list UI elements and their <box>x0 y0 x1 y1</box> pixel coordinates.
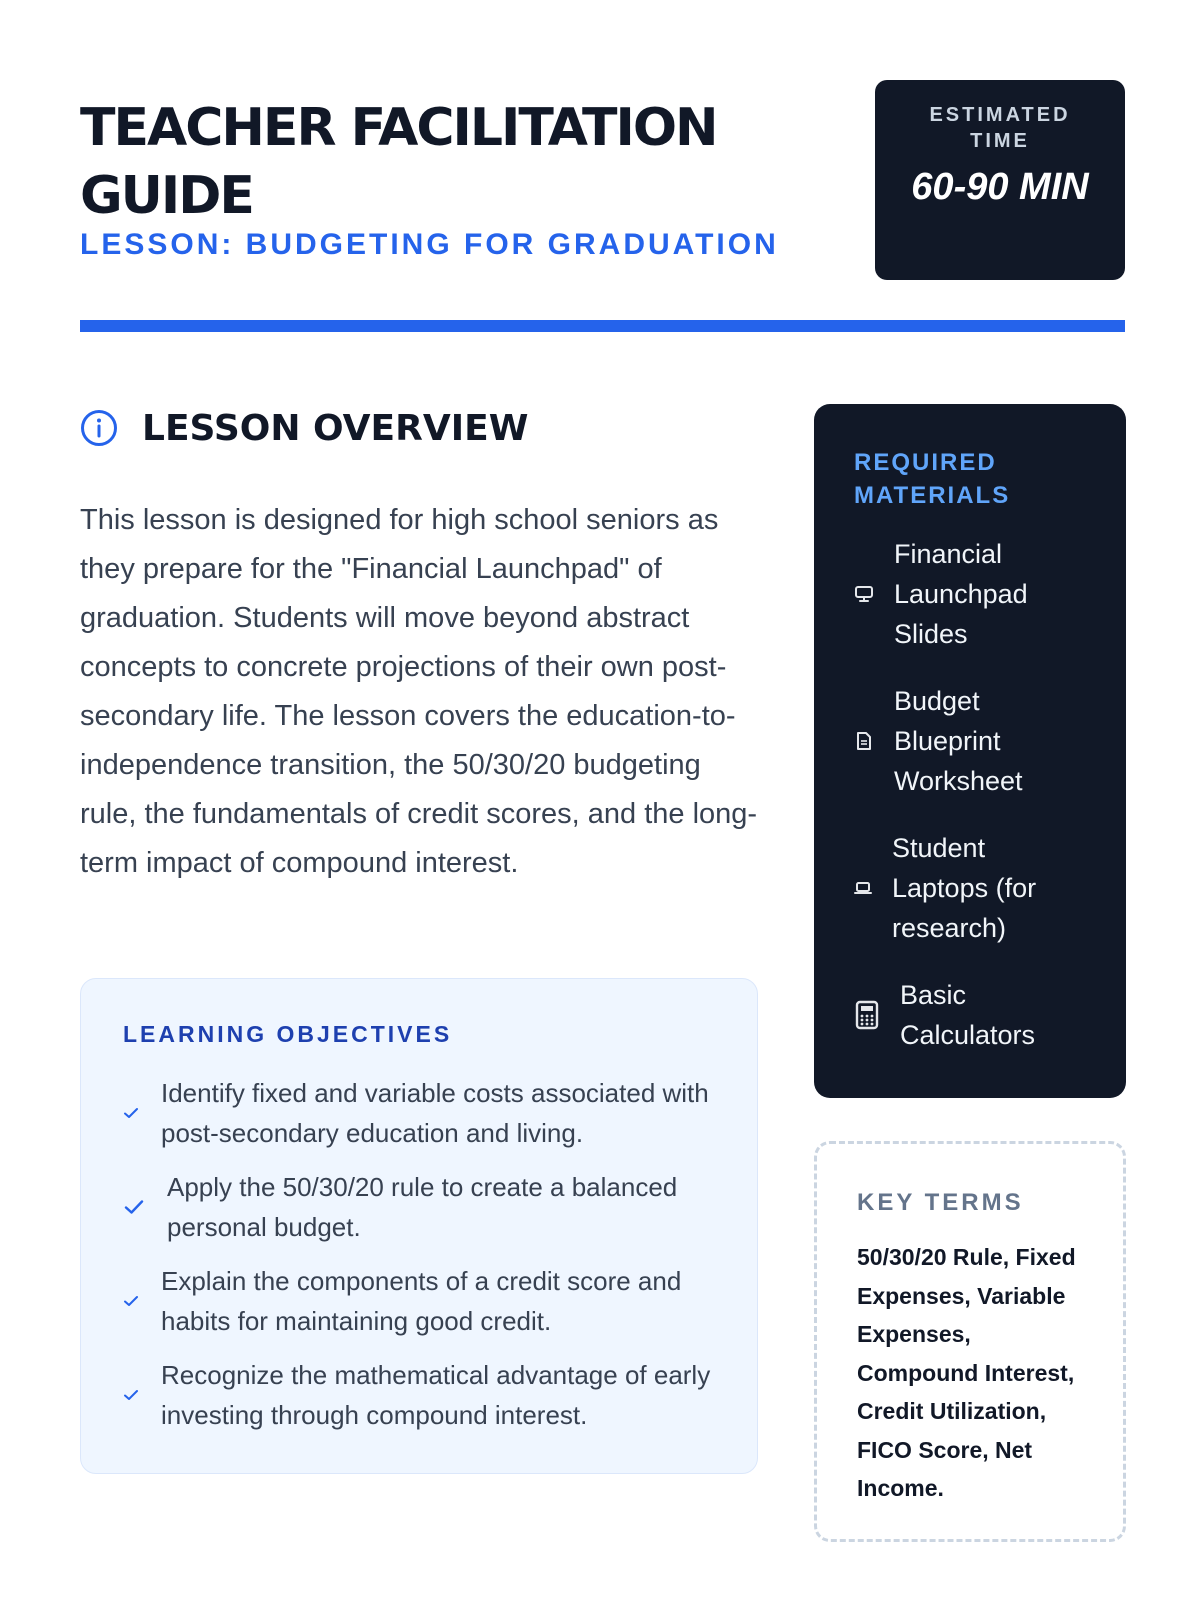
material-label: Basic Calculators <box>900 980 1036 1050</box>
key-terms-text: 50/30/20 Rule, Fixed Expenses, Variable Expenses, Compound Interest, Credit Utilization, FICO Score, Net Income. <box>857 1244 1076 1501</box>
overview-heading <box>80 404 528 452</box>
checkmark-icon <box>123 1294 139 1308</box>
calculator-icon <box>854 1000 880 1030</box>
objective-item <box>123 1073 723 1153</box>
materials-title: REQUIRED MATERIALS <box>854 449 1011 509</box>
estimated-time-label: ESTIMATED TIME <box>929 104 1071 152</box>
info-circle-icon <box>80 409 118 447</box>
material-item <box>854 975 1104 1055</box>
objectives-list <box>123 1073 723 1449</box>
overview-text: This lesson is designed for high school seniors as they prepare for the "Financial Launchpad" of graduation. Students will move beyond abstract concepts to concrete projections of their own post-secondary life. The lesson covers the education-to-independence transition, the 50/30/20 budgeting rule, the fundamentals of credit scores, and the long-term impact of compound interest. <box>80 504 758 879</box>
overview-title: LESSON OVERVIEW <box>142 407 529 449</box>
objective-text: Recognize the mathematical advantage of early investing through compound interest. <box>161 1360 711 1430</box>
material-label: Budget Blueprint Worksheet <box>894 686 1023 796</box>
monitor-icon <box>854 585 874 603</box>
key-terms-title: KEY TERMS <box>857 1189 1024 1216</box>
material-label: Financial Launchpad Slides <box>894 539 1028 649</box>
estimated-time-box <box>875 80 1125 280</box>
objective-item <box>123 1167 723 1247</box>
objective-text: Apply the 50/30/20 rule to create a balanced personal budget. <box>167 1172 678 1242</box>
key-terms-panel <box>814 1141 1126 1542</box>
page-title: TEACHER FACILITATION GUIDE <box>80 98 717 226</box>
material-label: Student Laptops (for research) <box>892 833 1037 943</box>
objective-text: Identify fixed and variable costs associated with post-secondary education and living. <box>161 1078 709 1148</box>
objective-text: Explain the components of a credit score and habits for maintaining good credit. <box>161 1266 682 1336</box>
required-materials-panel <box>814 404 1126 1098</box>
document-icon <box>854 731 874 751</box>
objectives-title: LEARNING OBJECTIVES <box>123 1021 453 1047</box>
material-item <box>854 828 1104 948</box>
materials-list <box>854 534 1104 1082</box>
laptop-icon <box>854 880 872 896</box>
checkmark-icon <box>123 1198 145 1216</box>
header-divider <box>80 320 1125 332</box>
objective-item <box>123 1355 723 1435</box>
material-item <box>854 534 1104 654</box>
material-item <box>854 681 1104 801</box>
objective-item <box>123 1261 723 1341</box>
page-header <box>80 80 1125 280</box>
checkmark-icon <box>123 1388 139 1402</box>
learning-objectives-panel <box>80 978 758 1474</box>
lesson-subtitle: LESSON: BUDGETING FOR GRADUATION <box>80 228 779 261</box>
checkmark-icon <box>123 1106 139 1120</box>
estimated-time-value: 60-90 MIN <box>911 166 1089 208</box>
